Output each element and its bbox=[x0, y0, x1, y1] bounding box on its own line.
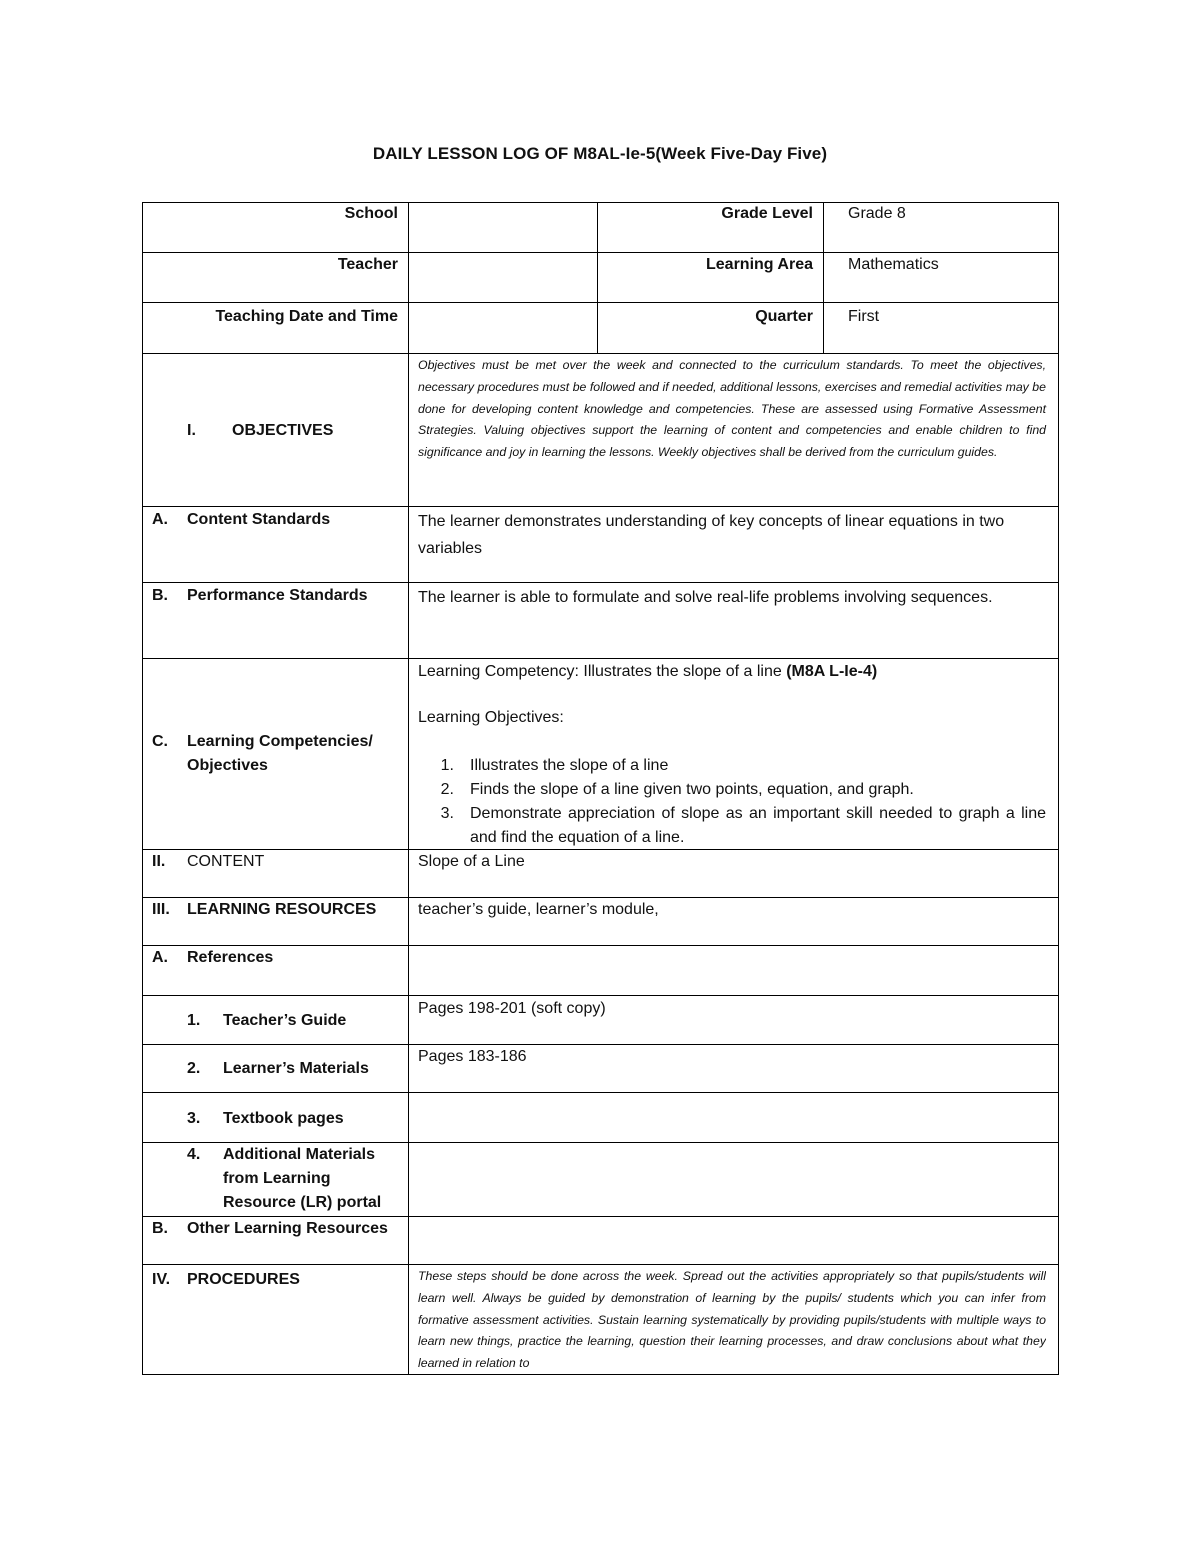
section-label: Learning Competencies/ Objectives bbox=[187, 733, 373, 774]
content-standards-value: The learner demonstrates understanding of key concepts of linear equations in two variables bbox=[418, 513, 1005, 557]
item-number: 1. bbox=[187, 1012, 201, 1029]
learning-objectives-list bbox=[418, 754, 1046, 850]
quarter-label: Quarter bbox=[755, 308, 813, 325]
learning-resources-heading bbox=[152, 898, 404, 922]
quarter-value: First bbox=[848, 308, 880, 325]
item-label: Learner’s Materials bbox=[223, 1060, 369, 1077]
item-label: Textbook pages bbox=[223, 1110, 344, 1127]
list-item bbox=[418, 802, 1046, 850]
textbook-pages-heading bbox=[187, 1107, 404, 1131]
table-rule bbox=[142, 252, 1059, 253]
item-number: 2. bbox=[187, 1060, 201, 1077]
section-letter: A. bbox=[152, 511, 168, 528]
table-rule bbox=[597, 202, 598, 353]
table-rule bbox=[142, 202, 143, 1374]
objectives-note: Objectives must be met over the week and connected to the curriculum standards. To meet the objectives, necessary procedures must be followed and if needed, additional lessons, exercises and remedial activities may be done for developing content knowledge and competencies. These are assessed using Formative Assessment Strategies. Valuing objectives support the learning of content and competencies and enable children to find significance and joy in learning the lessons. Weekly objectives shall be derived from the curriculum guides. bbox=[418, 358, 1046, 460]
list-text: Finds the slope of a line given two points, equation, and graph. bbox=[470, 781, 914, 798]
section-number: I. bbox=[187, 422, 196, 439]
table-rule bbox=[823, 202, 824, 353]
additional-materials-heading bbox=[187, 1143, 404, 1215]
competency-text: Learning Competency: Illustrates the slope of a line bbox=[418, 663, 787, 680]
section-label: PROCEDURES bbox=[187, 1271, 300, 1288]
section-letter: B. bbox=[152, 1220, 168, 1237]
list-text: Demonstrate appreciation of slope as an important skill needed to graph a line and find the equation of a line. bbox=[470, 805, 1046, 846]
table-rule bbox=[142, 1374, 1059, 1375]
list-item bbox=[418, 778, 1046, 802]
list-number: 3. bbox=[440, 805, 454, 822]
list-number: 2. bbox=[440, 781, 454, 798]
section-letter: B. bbox=[152, 587, 168, 604]
table-rule bbox=[142, 582, 1059, 583]
competency-code: (M8A L-Ie-4) bbox=[786, 663, 878, 680]
objectives-heading bbox=[187, 419, 402, 443]
list-text: Illustrates the slope of a line bbox=[470, 757, 669, 774]
list-item bbox=[418, 754, 1046, 778]
section-label: Performance Standards bbox=[187, 587, 368, 604]
item-number: 4. bbox=[187, 1146, 201, 1163]
learners-materials-heading bbox=[187, 1057, 404, 1081]
teachers-guide-heading bbox=[187, 1009, 404, 1033]
learning-area-value: Mathematics bbox=[848, 256, 939, 273]
item-label: Additional Materials from Learning Resource (LR) portal bbox=[223, 1146, 382, 1211]
section-label: LEARNING RESOURCES bbox=[187, 901, 377, 918]
grade-level-value: Grade 8 bbox=[848, 205, 906, 222]
learning-resources-value: teacher’s guide, learner’s module, bbox=[418, 901, 659, 918]
table-rule bbox=[142, 1264, 1059, 1265]
learning-competency bbox=[418, 660, 1050, 684]
learners-materials-value: Pages 183-186 bbox=[418, 1048, 527, 1065]
content-value: Slope of a Line bbox=[418, 853, 525, 870]
section-number: III. bbox=[152, 901, 170, 918]
section-number: IV. bbox=[152, 1271, 171, 1288]
performance-standards-heading bbox=[152, 584, 404, 608]
references-heading bbox=[152, 946, 404, 970]
table-rule bbox=[142, 202, 1059, 203]
item-label: Teacher’s Guide bbox=[223, 1012, 347, 1029]
procedures-heading bbox=[152, 1268, 404, 1292]
section-label: References bbox=[187, 949, 274, 966]
other-resources-heading bbox=[152, 1217, 404, 1241]
content-standards-heading bbox=[152, 508, 404, 532]
procedures-note: These steps should be done across the week. Spread out the activities appropriately so that pupils/students will learn well. Always be guided by demonstration of learning by the pupils/ students which you can infer from formative assessment activities. Sustain learning systematically by providing pupils/students with multiple ways to learn new things, practice the learning, question their learning processes, and draw conclusions about what they learned in relation to bbox=[418, 1269, 1046, 1371]
section-label: Content Standards bbox=[187, 511, 331, 528]
section-letter: C. bbox=[152, 733, 168, 750]
performance-standards-value: The learner is able to formulate and solve real-life problems involving sequences. bbox=[418, 589, 993, 606]
teacher-label: Teacher bbox=[337, 256, 398, 273]
section-label: CONTENT bbox=[187, 853, 265, 870]
table-rule bbox=[142, 995, 1059, 996]
table-rule bbox=[1058, 202, 1059, 1374]
document-title: DAILY LESSON LOG OF M8AL-Ie-5(Week Five-Day Five) bbox=[372, 144, 828, 163]
content-heading bbox=[152, 850, 404, 874]
table-rule bbox=[142, 353, 1059, 354]
section-letter: A. bbox=[152, 949, 168, 966]
item-number: 3. bbox=[187, 1110, 201, 1127]
table-rule bbox=[142, 658, 1059, 659]
table-rule bbox=[142, 506, 1059, 507]
competencies-heading bbox=[152, 730, 404, 778]
grade-level-label: Grade Level bbox=[721, 205, 813, 222]
table-rule bbox=[142, 1092, 1059, 1093]
objectives-subheading: Learning Objectives: bbox=[418, 709, 564, 726]
section-label: Other Learning Resources bbox=[187, 1220, 388, 1237]
teachers-guide-value: Pages 198-201 (soft copy) bbox=[418, 1000, 606, 1017]
section-number: II. bbox=[152, 853, 166, 870]
table-rule bbox=[142, 302, 1059, 303]
learning-area-label: Learning Area bbox=[706, 256, 813, 273]
table-rule bbox=[408, 202, 409, 1374]
school-label: School bbox=[344, 205, 398, 222]
list-number: 1. bbox=[440, 757, 454, 774]
section-label: OBJECTIVES bbox=[232, 422, 334, 439]
date-time-label: Teaching Date and Time bbox=[215, 308, 398, 325]
